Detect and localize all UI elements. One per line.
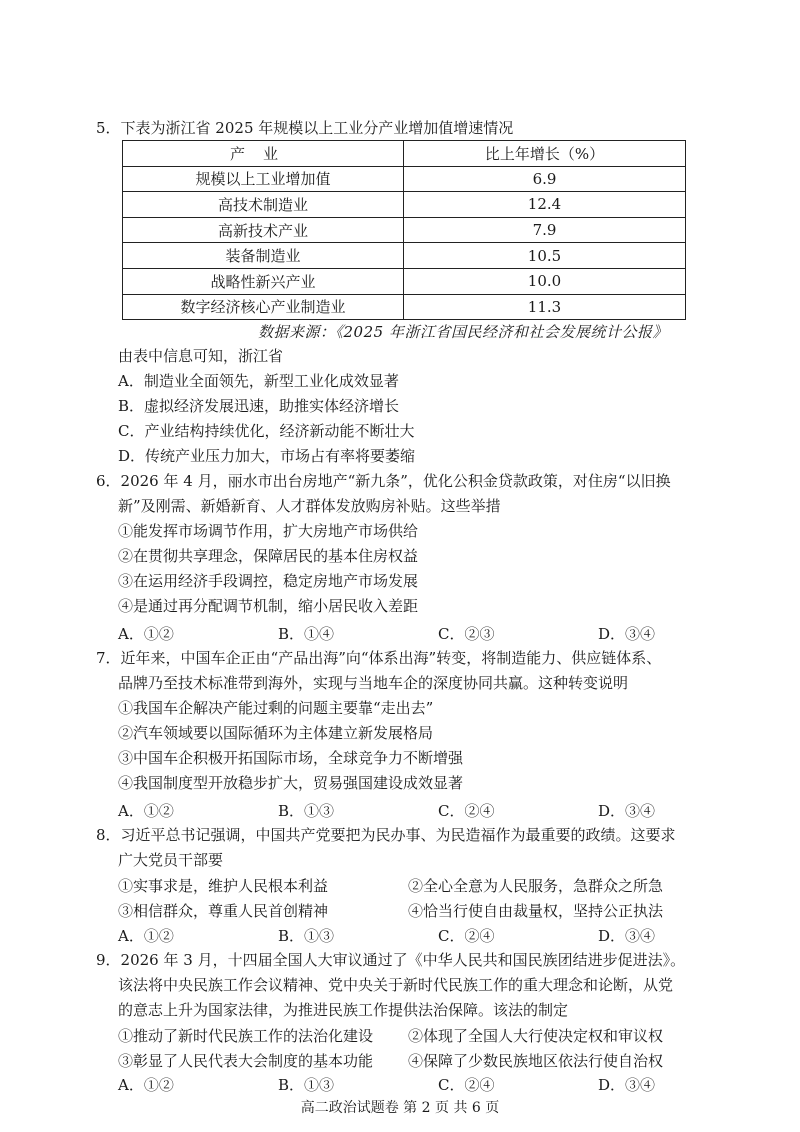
table-header-row: [123, 141, 686, 167]
table-cell-growth: 7.9: [404, 217, 686, 243]
choice-b[interactable]: B．①④: [278, 625, 335, 643]
table-row: [123, 192, 686, 218]
industry-growth-table: [122, 140, 686, 320]
table-cell-growth: 10.0: [404, 268, 686, 294]
question-9-line-3: 的意志上升为国家法律，为推进民族工作提供法治保障。该法的制定: [118, 1001, 569, 1019]
table-cell-growth: 6.9: [404, 166, 686, 192]
table-cell-industry: 战略性新兴产业: [123, 268, 404, 294]
choice-b[interactable]: B．①③: [278, 927, 335, 945]
table-row: [123, 166, 686, 192]
question-9-line-1: 9．2026 年 3 月，十四届全国人大审议通过了《中华人民共和国民族团结进步促进法》。: [96, 951, 686, 969]
question-8-line-2: 广大党员干部要: [118, 851, 224, 869]
question-6-item-3: ③在运用经济手段调控，稳定房地产市场发展: [118, 572, 419, 590]
table-cell-industry: 装备制造业: [123, 243, 404, 269]
choice-b[interactable]: B．①③: [278, 1076, 335, 1094]
choice-d[interactable]: D．③④: [598, 625, 656, 643]
choice-c[interactable]: C．②④: [438, 927, 495, 945]
table-row: [123, 217, 686, 243]
question-5-option-d[interactable]: D．传统产业压力加大，市场占有率将要萎缩: [118, 447, 416, 465]
choice-d[interactable]: D．③④: [598, 802, 656, 820]
table-row: [123, 294, 686, 320]
question-8-item-2: ②全心全意为人民服务，急群众之所急: [408, 877, 664, 895]
question-8-choices: [118, 925, 758, 946]
choice-c[interactable]: C．②④: [438, 1076, 495, 1094]
question-9-item-2: ②体现了全国人大行使决定权和审议权: [408, 1027, 664, 1045]
table-source-note: 数据来源：《2025 年浙江省国民经济和社会发展统计公报》: [258, 323, 668, 341]
page-footer: 高二政治试题卷 第 2 页 共 6 页: [300, 1100, 500, 1116]
choice-b[interactable]: B．①③: [278, 802, 335, 820]
table-cell-industry: 规模以上工业增加值: [123, 166, 404, 192]
question-5-option-c[interactable]: C．产业结构持续优化，经济新动能不断壮大: [118, 422, 415, 440]
table-header-industry: 产业: [123, 141, 404, 167]
question-5-title: 5．下表为浙江省 2025 年规模以上工业分产业增加值增速情况: [96, 119, 514, 137]
question-8-items-row-1: [118, 875, 663, 896]
question-7-item-2: ②汽车领域要以国际循环为主体建立新发展格局: [118, 724, 434, 742]
choice-a[interactable]: A．①②: [118, 927, 174, 945]
question-9-item-4: ④保障了少数民族地区依法行使自治权: [408, 1052, 664, 1070]
question-6-line-1: 6．2026 年 4 月，丽水市出台房地产“新九条”，优化公积金贷款政策，对住房“以旧换: [96, 472, 671, 490]
choice-a[interactable]: A．①②: [118, 802, 174, 820]
question-9-line-2: 该法将中央民族工作会议精神、党中央关于新时代民族工作的重大理念和论断，从党: [118, 976, 674, 994]
question-9-items-row-2: [118, 1050, 663, 1071]
choice-c[interactable]: C．②③: [438, 625, 495, 643]
question-6-item-2: ②在贯彻共享理念，保障居民的基本住房权益: [118, 547, 419, 565]
question-8-item-1: ①实事求是，维护人民根本利益: [118, 877, 329, 895]
table-cell-industry: 高技术制造业: [123, 192, 404, 218]
choice-c[interactable]: C．②④: [438, 802, 495, 820]
question-5-option-a[interactable]: A．制造业全面领先，新型工业化成效显著: [118, 372, 399, 390]
question-7-line-1: 7．近年来，中国车企正由“产品出海”向“体系出海”转变，将制造能力、供应链体系、: [96, 649, 662, 667]
table-cell-growth: 11.3: [404, 294, 686, 320]
table-row: [123, 268, 686, 294]
table-cell-industry: 高新技术产业: [123, 217, 404, 243]
question-7-choices: [118, 800, 758, 821]
table-row: [123, 243, 686, 269]
table-cell-growth: 12.4: [404, 192, 686, 218]
question-6-choices: [118, 623, 758, 644]
choice-a[interactable]: A．①②: [118, 625, 174, 643]
choice-a[interactable]: A．①②: [118, 1076, 174, 1094]
question-9-item-1: ①推动了新时代民族工作的法治化建设: [118, 1027, 374, 1045]
question-5-option-b[interactable]: B．虚拟经济发展迅速，助推实体经济增长: [118, 397, 400, 415]
table-cell-industry: 数字经济核心产业制造业: [123, 294, 404, 320]
question-8-item-4: ④恰当行使自由裁量权，坚持公正执法: [408, 902, 664, 920]
question-6-line-2: 新”及刚需、新婚新育、人才群体发放购房补贴。这些举措: [118, 497, 501, 515]
question-7-line-2: 品牌乃至技术标准带到海外，实现与当地车企的深度协同共赢。这种转变说明: [118, 674, 629, 692]
table-cell-growth: 10.5: [404, 243, 686, 269]
choice-d[interactable]: D．③④: [598, 927, 656, 945]
question-7-item-3: ③中国车企积极开拓国际市场，全球竞争力不断增强: [118, 749, 464, 767]
question-9-items-row-1: [118, 1025, 663, 1046]
question-8-item-3: ③相信群众，尊重人民首创精神: [118, 902, 329, 920]
question-6-item-1: ①能发挥市场调节作用，扩大房地产市场供给: [118, 522, 419, 540]
question-8-items-row-2: [118, 900, 663, 921]
question-9-choices: [118, 1074, 758, 1095]
table-header-growth: 比上年增长（%）: [404, 141, 686, 167]
question-7-item-4: ④我国制度型开放稳步扩大，贸易强国建设成效显著: [118, 774, 464, 792]
question-8-line-1: 8．习近平总书记强调，中国共产党要把为民办事、为民造福作为最重要的政绩。这要求: [96, 826, 676, 844]
question-7-item-1: ①我国车企解决产能过剩的问题主要靠“走出去”: [118, 699, 434, 717]
question-5-stem: 由表中信息可知，浙江省: [118, 347, 284, 365]
question-6-item-4: ④是通过再分配调节机制，缩小居民收入差距: [118, 597, 419, 615]
choice-d[interactable]: D．③④: [598, 1076, 656, 1094]
question-9-item-3: ③彰显了人民代表大会制度的基本功能: [118, 1052, 374, 1070]
